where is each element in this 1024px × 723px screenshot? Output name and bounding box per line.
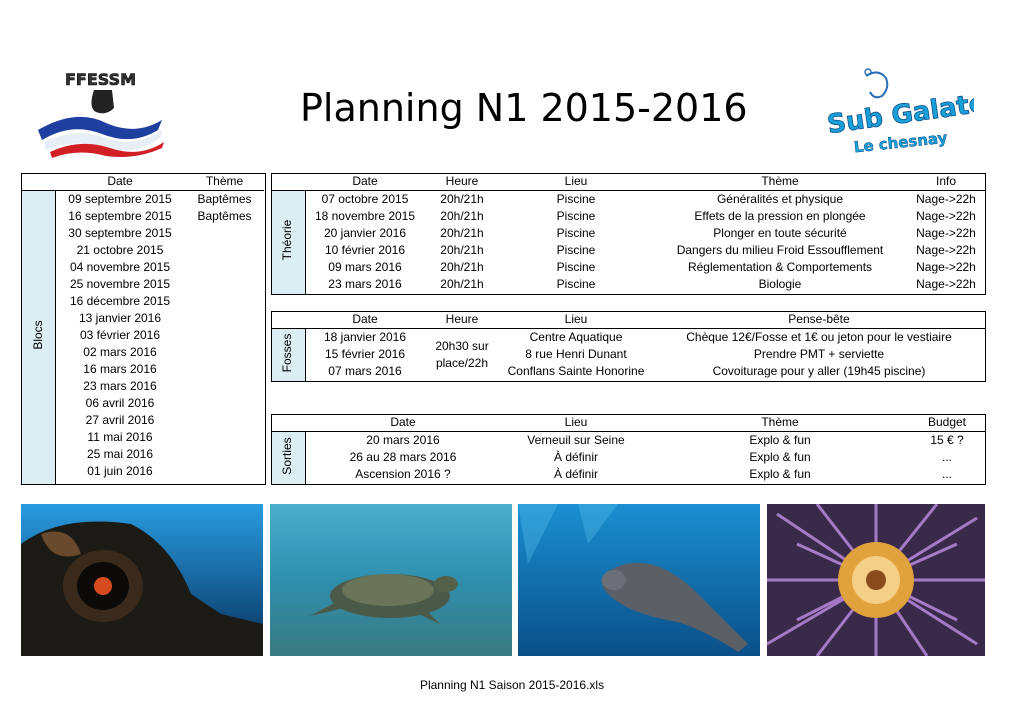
table-row: [55, 344, 264, 361]
theorie-heure: 20h/21h: [440, 226, 484, 240]
theorie-heure: 20h/21h: [440, 277, 484, 291]
sorties-table: [305, 414, 985, 483]
theorie-header-info: Info: [935, 174, 956, 188]
sorties-date: 26 au 28 mars 2016: [349, 450, 457, 464]
table-row: [55, 259, 264, 276]
table-row: [305, 259, 985, 276]
fosses-table: [305, 311, 985, 380]
blocs-theme: [185, 242, 264, 259]
sorties-theme: Explo & fun: [749, 467, 811, 481]
blocs-theme: [185, 446, 264, 463]
theorie-header-heure: Heure: [445, 174, 479, 188]
sorties-lieu: À définir: [553, 450, 599, 464]
sorties-lieu: À définir: [553, 467, 599, 481]
blocs-date: 25 mai 2016: [86, 447, 154, 461]
theorie-date: 07 octobre 2015: [321, 192, 409, 206]
sorties-budget: 15 € ?: [930, 433, 964, 447]
theorie-date: 18 novembre 2015: [314, 209, 416, 223]
theorie-theme: Réglementation & Comportements: [687, 260, 873, 274]
table-row: [305, 363, 985, 380]
blocs-table: [55, 173, 264, 480]
theorie-header-theme: Thème: [761, 174, 799, 188]
theorie-date: 23 mars 2016: [328, 277, 402, 291]
footer-filename: Planning N1 Saison 2015-2016.xls: [419, 678, 605, 692]
table-row: [305, 208, 985, 225]
photo-dugong: [518, 504, 760, 656]
blocs-theme: [185, 361, 264, 378]
sub-galatee-logo: [826, 66, 974, 156]
fosses-lieu: Conflans Sainte Honorine: [507, 364, 645, 378]
blocs-header-theme: Thème: [205, 174, 244, 188]
blocs-theme: [185, 310, 264, 327]
svg-text:FFESSM: FFESSM: [65, 70, 137, 89]
theorie-lieu: Piscine: [556, 243, 596, 257]
theorie-lieu: Piscine: [556, 260, 596, 274]
theorie-date: 20 janvier 2016: [323, 226, 407, 240]
blocs-theme: [185, 429, 264, 446]
theorie-lieu: Piscine: [556, 226, 596, 240]
fosses-pense-bete: Prendre PMT + serviette: [753, 347, 885, 361]
fosses-label: Fosses: [280, 333, 294, 373]
ffessm-logo: [36, 68, 166, 158]
sorties-lieu: Verneuil sur Seine: [527, 433, 625, 447]
blocs-theme: [185, 276, 264, 293]
blocs-theme: [185, 344, 264, 361]
blocs-theme: [185, 259, 264, 276]
theorie-theme: Plonger en toute sécurité: [713, 226, 847, 240]
sorties-label: Sorties: [280, 437, 294, 475]
sorties-theme: Explo & fun: [749, 450, 811, 464]
fosses-date: 07 mars 2016: [328, 364, 402, 378]
theorie-theme: Effets de la pression en plongée: [694, 209, 866, 223]
theorie-date: 09 mars 2016: [328, 260, 402, 274]
sorties-header-row: [305, 414, 985, 432]
fosses-date: 18 janvier 2016: [323, 330, 407, 344]
theorie-info: Nage->22h: [916, 209, 976, 223]
theorie-heure: 20h/21h: [440, 192, 484, 206]
table-row: [55, 429, 264, 446]
fosses-heure: [425, 329, 499, 381]
blocs-theme: Baptêmes: [197, 192, 252, 206]
fosses-lieu: Centre Aquatique: [529, 330, 623, 344]
blocs-date: 04 novembre 2015: [69, 260, 171, 274]
fosses-header-lieu: Lieu: [564, 312, 588, 326]
blocs-theme: [185, 225, 264, 242]
theorie-info: Nage->22h: [916, 226, 976, 240]
table-row: [55, 446, 264, 463]
blocs-date: 16 décembre 2015: [69, 294, 171, 308]
theorie-heure: 20h/21h: [440, 260, 484, 274]
blocs-date: 13 janvier 2016: [78, 311, 162, 325]
theorie-info: Nage->22h: [916, 260, 976, 274]
fosses-heure-line1: 20h30 sur: [435, 338, 489, 353]
theorie-header-row: [305, 173, 985, 191]
blocs-date: 02 mars 2016: [83, 345, 157, 359]
table-row: [55, 225, 264, 242]
table-row: [55, 310, 264, 327]
fosses-lieu: 8 rue Henri Dunant: [525, 347, 627, 361]
blocs-date: 16 mars 2016: [83, 362, 157, 376]
fosses-date: 15 février 2016: [324, 347, 406, 361]
fosses-header-pense-bete: Pense-bête: [788, 312, 850, 326]
blocs-date: 23 mars 2016: [83, 379, 157, 393]
fosses-pense-bete: Chèque 12€/Fosse et 1€ ou jeton pour le vestiaire: [686, 330, 952, 344]
blocs-theme: [185, 412, 264, 429]
blocs-header-row: [55, 173, 264, 191]
table-row: [55, 361, 264, 378]
sorties-budget: ...: [941, 467, 952, 481]
theorie-heure: 20h/21h: [440, 243, 484, 257]
theorie-table: [305, 173, 985, 293]
table-row: [55, 463, 264, 480]
table-row: [55, 242, 264, 259]
table-row: [55, 293, 264, 310]
table-row: [305, 466, 985, 483]
blocs-theme: [185, 395, 264, 412]
table-row: [305, 191, 985, 209]
fosses-heure-line2: place/22h: [435, 355, 489, 370]
table-row: [305, 276, 985, 293]
theorie-header-date: Date: [352, 174, 378, 188]
fosses-pense-bete: Covoiturage pour y aller (19h45 piscine): [712, 364, 926, 378]
sorties-budget: ...: [941, 450, 952, 464]
blocs-date: 06 avril 2016: [85, 396, 155, 410]
sorties-date: Ascension 2016 ?: [355, 467, 451, 481]
table-row: [305, 449, 985, 466]
fosses-header-heure: Heure: [445, 312, 479, 326]
blocs-date: 09 septembre 2015: [68, 192, 172, 206]
blocs-theme: Baptêmes: [197, 209, 252, 223]
svg-text:Sub Galatée: Sub Galatée: [826, 85, 974, 141]
theorie-theme: Généralités et physique: [716, 192, 844, 206]
table-row: [305, 242, 985, 259]
theorie-lieu: Piscine: [556, 277, 596, 291]
blocs-label: Blocs: [31, 320, 45, 350]
blocs-theme: [185, 327, 264, 344]
theorie-info: Nage->22h: [916, 192, 976, 206]
theorie-lieu: Piscine: [556, 209, 596, 223]
blocs-header-date: Date: [107, 174, 133, 188]
theorie-info: Nage->22h: [916, 277, 976, 291]
table-row: [305, 432, 985, 450]
table-row: [55, 378, 264, 395]
blocs-date: 27 avril 2016: [85, 413, 155, 427]
theorie-header-lieu: Lieu: [564, 174, 588, 188]
table-row: [305, 225, 985, 242]
fosses-header-row: [305, 311, 985, 329]
sorties-header-theme: Thème: [761, 415, 799, 429]
blocs-date: 03 février 2016: [79, 328, 161, 342]
blocs-date: 21 octobre 2015: [76, 243, 164, 257]
theorie-label: Théorie: [280, 219, 294, 261]
table-row: [55, 395, 264, 412]
table-row: [55, 208, 264, 225]
blocs-date: 30 septembre 2015: [68, 226, 172, 240]
theorie-lieu: Piscine: [556, 192, 596, 206]
page-title: Planning N1 2015-2016: [300, 86, 748, 130]
sorties-header-budget: Budget: [927, 415, 967, 429]
blocs-theme: [185, 463, 264, 480]
blocs-date: 16 septembre 2015: [68, 209, 172, 223]
table-row: [55, 191, 264, 209]
theorie-info: Nage->22h: [916, 243, 976, 257]
svg-text:Le chesnay: Le chesnay: [852, 128, 949, 156]
theorie-heure: 20h/21h: [440, 209, 484, 223]
sorties-theme: Explo & fun: [749, 433, 811, 447]
theorie-date: 10 février 2016: [324, 243, 406, 257]
photo-sea-turtle: [270, 504, 512, 656]
sorties-header-lieu: Lieu: [564, 415, 588, 429]
table-row: [305, 346, 985, 363]
photo-shipwreck: [21, 504, 263, 656]
theorie-theme: Dangers du milieu Froid Essoufflement: [676, 243, 884, 257]
theorie-theme: Biologie: [758, 277, 802, 291]
sorties-date: 20 mars 2016: [366, 433, 440, 447]
blocs-date: 01 juin 2016: [87, 464, 153, 478]
table-row: [305, 329, 985, 347]
blocs-date: 25 novembre 2015: [69, 277, 171, 291]
blocs-theme: [185, 293, 264, 310]
table-row: [55, 327, 264, 344]
fosses-header-date: Date: [352, 312, 378, 326]
sorties-header-date: Date: [390, 415, 416, 429]
table-row: [55, 276, 264, 293]
photo-tube-anemone: [767, 504, 985, 656]
blocs-theme: [185, 378, 264, 395]
blocs-date: 11 mai 2016: [87, 430, 153, 444]
table-row: [55, 412, 264, 429]
